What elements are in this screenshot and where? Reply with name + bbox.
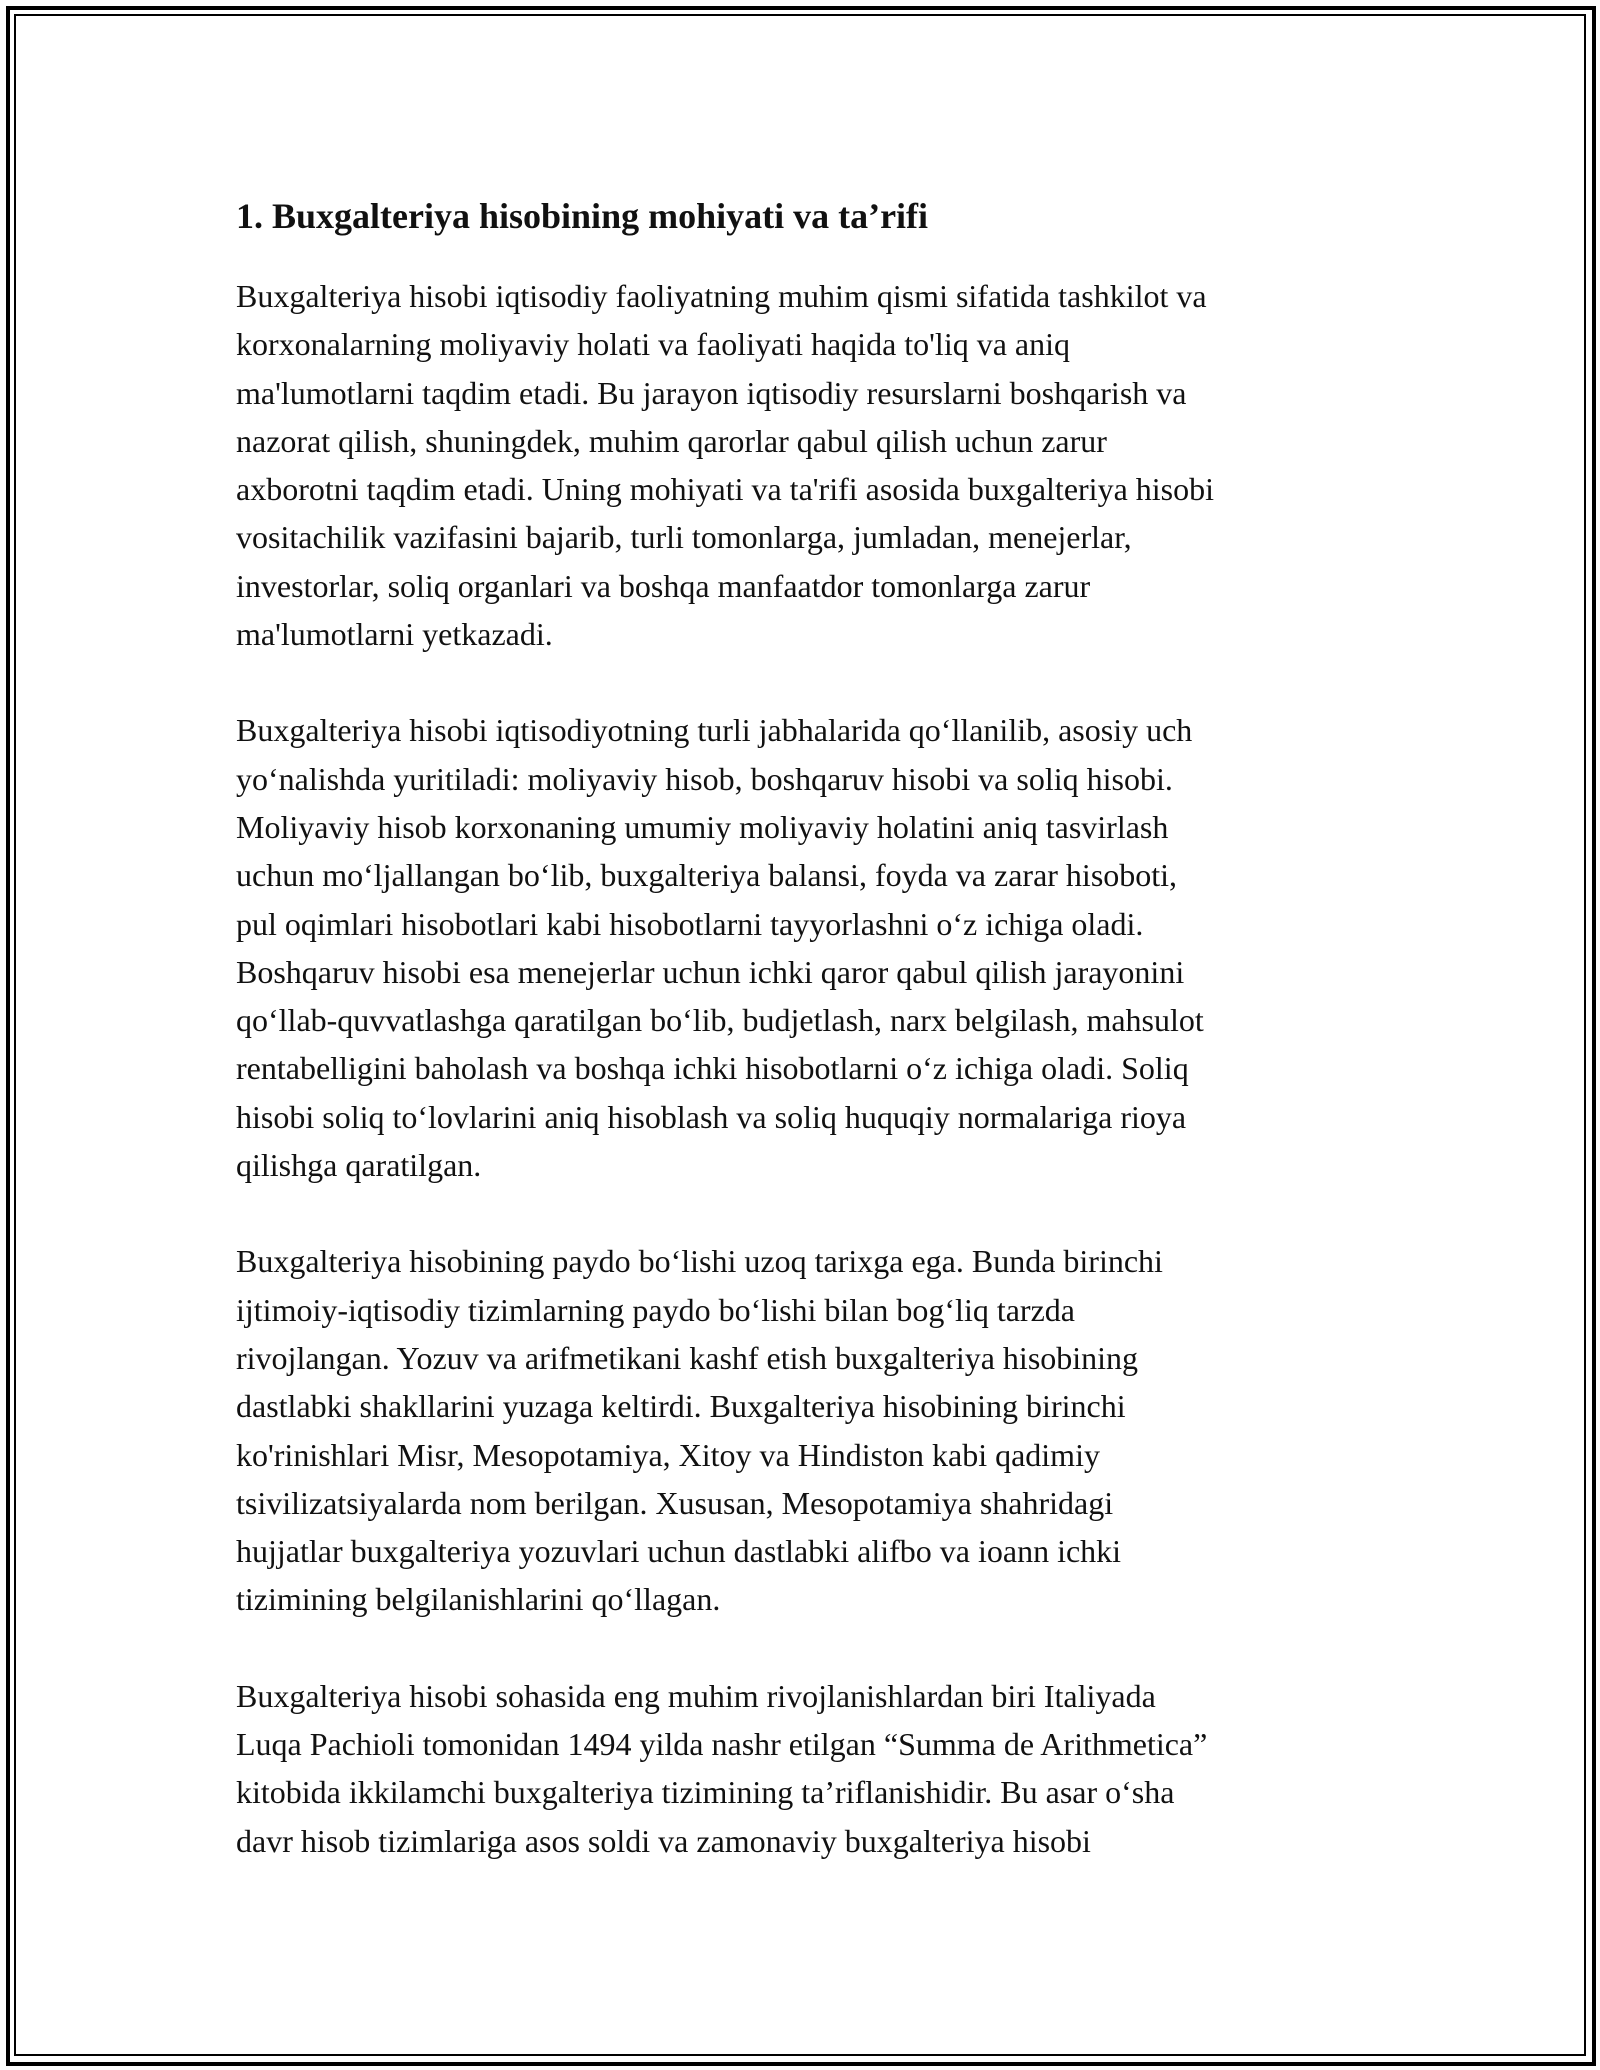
document-body <box>236 186 1366 1865</box>
section-heading: 1. Buxgalteriya hisobining mohiyati va ta’rifi <box>236 196 929 236</box>
paragraph-1: Buxgalteriya hisobi iqtisodiy faoliyatning muhim qismi sifatida tashkilot va korxonalarning moliyaviy holati va faoliyati haqida to'liq va aniq ma'lumotlarni taqdim etadi. Bu jarayon iqtisodiy resurslarni boshqarish va nazorat qilish, shuningdek, muhim qarorlar qabul qilish uchun zarur axborotni taqdim etadi. Uning mohiyati va ta'rifi asosida buxgalteriya hisobi vositachilik vazifasini bajarib, turli tomonlarga, jumladan, menejerlar, investorlar, soliq organlari va boshqa manfaatdor tomonlarga zarur ma'lumotlarni yetkazadi. <box>236 278 1214 653</box>
paragraph-2: Buxgalteriya hisobi iqtisodiyotning turli jabhalarida qo‘llanilib, asosiy uch yo‘nalishda yuritiladi: moliyaviy hisob, boshqaruv hisobi va soliq hisobi. Moliyaviy hisob korxonaning umumiy moliyaviy holatini aniq tasvirlash uchun mo‘ljallangan bo‘lib, buxgalteriya balansi, foyda va zarar hisoboti, pul oqimlari hisobotlari kabi hisobotlarni tayyorlashni o‘z ichiga oladi. Boshqaruv hisobi esa menejerlar uchun ichki qaror qabul qilish jarayonini qo‘llab-quvvatlashga qaratilgan bo‘lib, budjetlash, narx belgilash, mahsulot rentabelligini baholash va boshqa ichki hisobotlarni o‘z ichiga oladi. Soliq hisobi soliq to‘lovlarini aniq hisoblash va soliq huquqiy normalariga rioya qilishga qaratilgan. <box>236 712 1204 1184</box>
paragraph-4: Buxgalteriya hisobi sohasida eng muhim rivojlanishlardan biri Italiyada Luqa Pachioli tomonidan 1494 yilda nashr etilgan “Summa de Arithmetica” kitobida ikkilamchi buxgalteriya tizimining ta’riflanishidir. Bu asar o‘sha davr hisob tizimlariga asos soldi va zamonaviy buxgalteriya hisobi <box>236 1677 1208 1859</box>
paragraph-3: Buxgalteriya hisobining paydo bo‘lishi uzoq tarixga ega. Bunda birinchi ijtimoiy-iqtisodiy tizimlarning paydo bo‘lishi bilan bog‘liq tarzda rivojlangan. Yozuv va arifmetikani kashf etish buxgalteriya hisobining dastlabki shakllarini yuzaga keltirdi. Buxgalteriya hisobining birinchi ko'rinishlari Misr, Mesopotamiya, Xitoy va Hindiston kabi qadimiy tsivilizatsiyalarda nom berilgan. Xususan, Mesopotamiya shahridagi hujjatlar buxgalteriya yozuvlari uchun dastlabki alifbo va ioann ichki tizimining belgilanishlarini qo‘llagan. <box>236 1243 1163 1618</box>
